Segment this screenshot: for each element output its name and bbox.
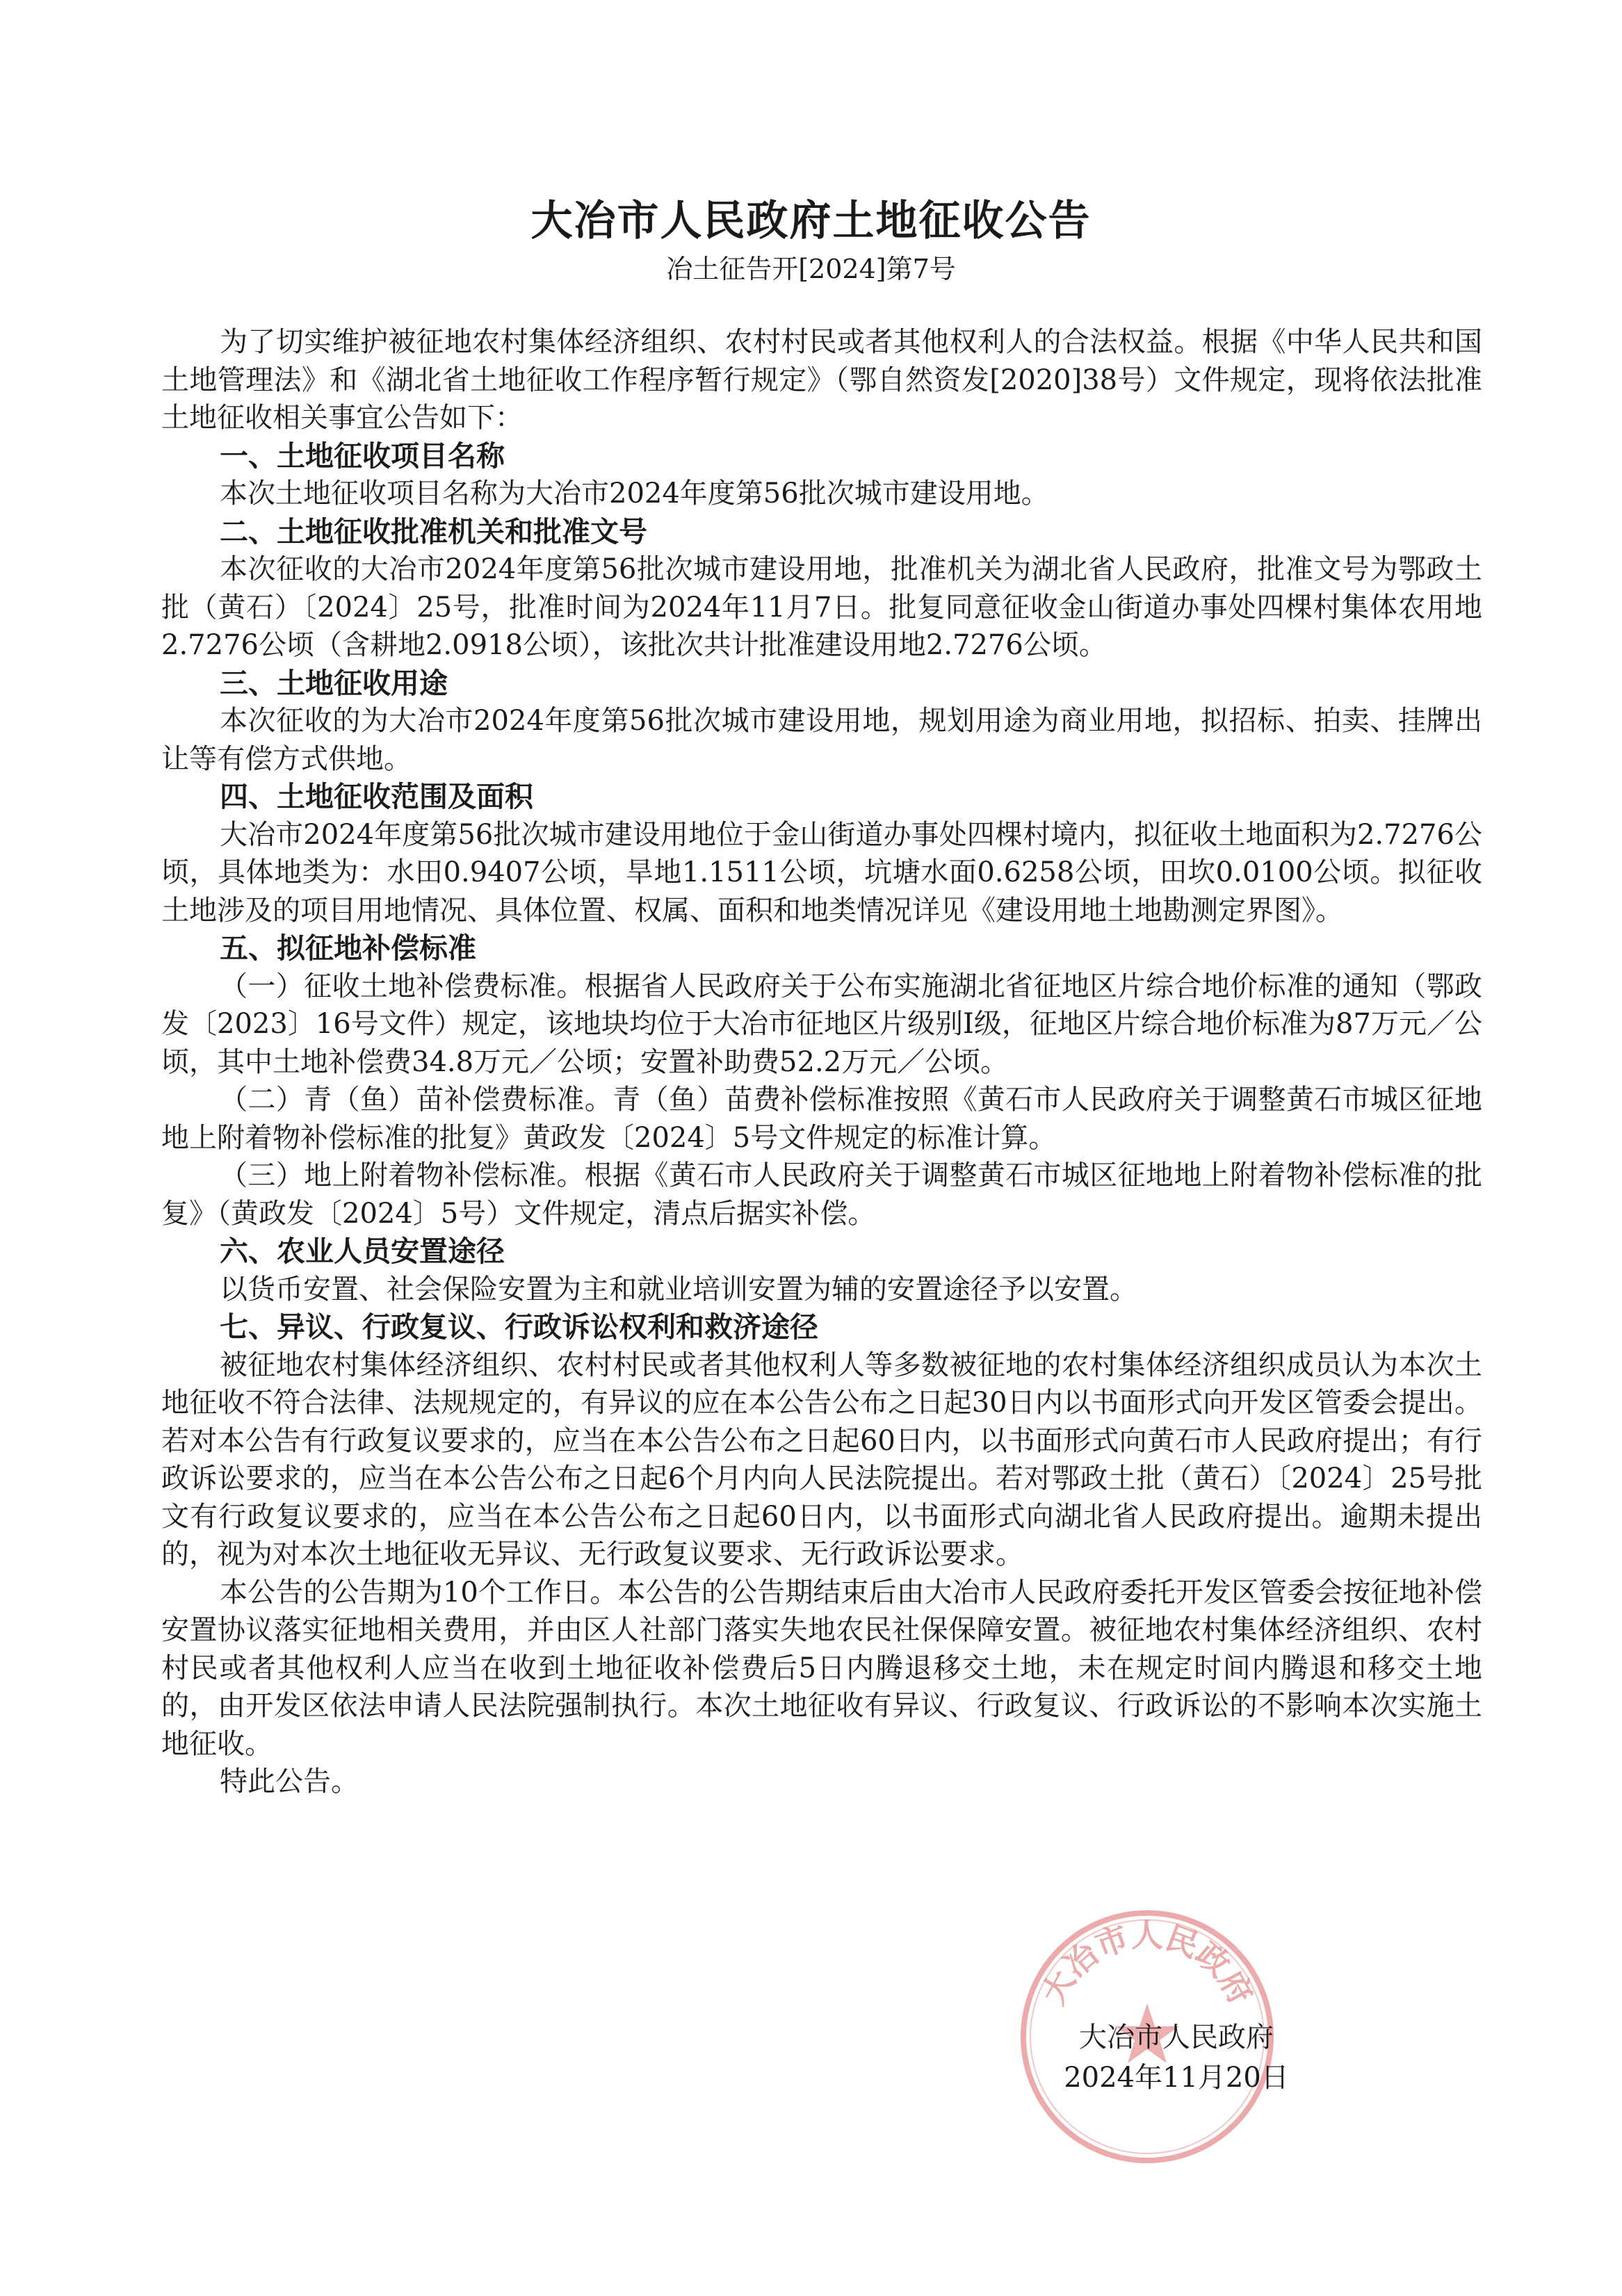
section-paragraph: （三）地上附着物补偿标准。根据《黄石市人民政府关于调整黄石市城区征地地上附着物补偿标准的批复》（黄政发〔2024〕5号）文件规定，清点后据实补偿。 [161, 1159, 1482, 1230]
section-heading-compensation: 五、拟征地补偿标准 [220, 931, 476, 965]
page-title: 大冶市人民政府土地征收公告 [530, 197, 1092, 245]
issue-date: 2024年11月20日 [1064, 2062, 1289, 2094]
section-paragraph: 本次土地征收项目名称为大冶市2024年度第56批次城市建设用地。 [220, 478, 1049, 510]
section-heading-remedies: 七、异议、行政复议、行政诉讼权利和救济途径 [220, 1310, 818, 1344]
section-paragraph: 被征地农村集体经济组织、农村村民或者其他权利人等多数被征地的农村集体经济组织成员认为本次土地征收不符合法律、法规规定的，有异议的应在本公告公布之日起30日内以书面形式向开发区管委会提出。若对本公告有行政复议要求的，应当在本公告公布之日起60日内，以书面形式向黄石市人民政府提出；有行政诉讼要求的，应当在本公告公布之日起6个月内向人民法院提出。若对鄂政土批（黄石）〔2024〕25号批文有行政复议要求的，应当在本公告公布之日起60日内，以书面形式向湖北省人民政府提出。逾期未提出的，视为对本次土地征收无异议、无行政复议要求、无行政诉讼要求。 [161, 1349, 1482, 1570]
section-heading-resettlement: 六、农业人员安置途径 [220, 1235, 505, 1268]
closing-remark: 特此公告。 [220, 1766, 359, 1798]
svg-text:大冶市人民政府 [1035, 1916, 1260, 2010]
section-paragraph: 以货币安置、社会保险安置为主和就业培训安置为辅的安置途径予以安置。 [220, 1273, 1137, 1305]
section-paragraph: 本次征收的为大冶市2024年度第56批次城市建设用地，规划用途为商业用地，拟招标、拍卖、挂牌出让等有偿方式供地。 [161, 705, 1482, 775]
section-paragraph: （二）青（鱼）苗补偿费标准。青（鱼）苗费补偿标准按照《黄石市人民政府关于调整黄石市城区征地地上附着物补偿标准的批复》黄政发〔2024〕5号文件规定的标准计算。 [161, 1084, 1482, 1154]
intro-paragraph: 为了切实维护被征地农村集体经济组织、农村村民或者其他权利人的合法权益。根据《中华人民共和国土地管理法》和《湖北省土地征收工作程序暂行规定》（鄂自然资发[2020]38号）文件规定，现将依法批准土地征收相关事宜公告如下： [161, 326, 1482, 434]
section-paragraph: 大冶市2024年度第56批次城市建设用地位于金山街道办事处四棵村境内，拟征收土地面积为2.7276公顷，具体地类为：水田0.9407公顷，旱地1.1511公顷，坑塘水面0.6258公顷，田坎0.0100公顷。拟征收土地涉及的项目用地情况、具体位置、权属、面积和地类情况详见《建设用地土地勘测定界图》。 [161, 818, 1482, 927]
issuer-name: 大冶市人民政府 [1079, 2021, 1274, 2053]
signature-block [1030, 2017, 1322, 2098]
seal-text: 大冶市人民政府 [1034, 1916, 1260, 2011]
section-heading-usage: 三、土地征收用途 [220, 666, 448, 700]
document-number: 冶土征告开[2024]第7号 [666, 254, 956, 284]
section-paragraph: （一）征收土地补偿费标准。根据省人民政府关于公布实施湖北省征地区片综合地价标准的通知（鄂政发〔2023〕16号文件）规定，该地块均位于大冶市征地区片级别Ⅰ级，征地区片综合地价标准为87万元／公顷，其中土地补偿费34.8万元／公顷；安置补助费52.2万元／公顷。 [161, 970, 1482, 1078]
section-heading-project-name: 一、土地征收项目名称 [220, 439, 505, 473]
section-paragraph: 本公告的公告期为10个工作日。本公告的公告期结束后由大冶市人民政府委托开发区管委会按征地补偿安置协议落实征地相关费用，并由区人社部门落实失地农民社保保障安置。被征地农村集体经济组织、农村村民或者其他权利人应当在收到土地征收补偿费后5日内腾退移交土地，未在规定时间内腾退和移交土地的，由开发区依法申请人民法院强制执行。本次土地征收有异议、行政复议、行政诉讼的不影响本次实施土地征收。 [161, 1576, 1482, 1760]
section-heading-approval: 二、土地征收批准机关和批准文号 [220, 514, 647, 548]
section-heading-scope-area: 四、土地征收范围及面积 [220, 780, 533, 813]
notice-body [161, 323, 1482, 1801]
section-paragraph: 本次征收的大冶市2024年度第56批次城市建设用地，批准机关为湖北省人民政府，批准文号为鄂政土批（黄石）〔2024〕25号，批准时间为2024年11月7日。批复同意征收金山街道办事处四棵村集体农用地2.7276公顷（含耕地2.0918公顷），该批次共计批准建设用地2.7276公顷。 [161, 553, 1482, 661]
